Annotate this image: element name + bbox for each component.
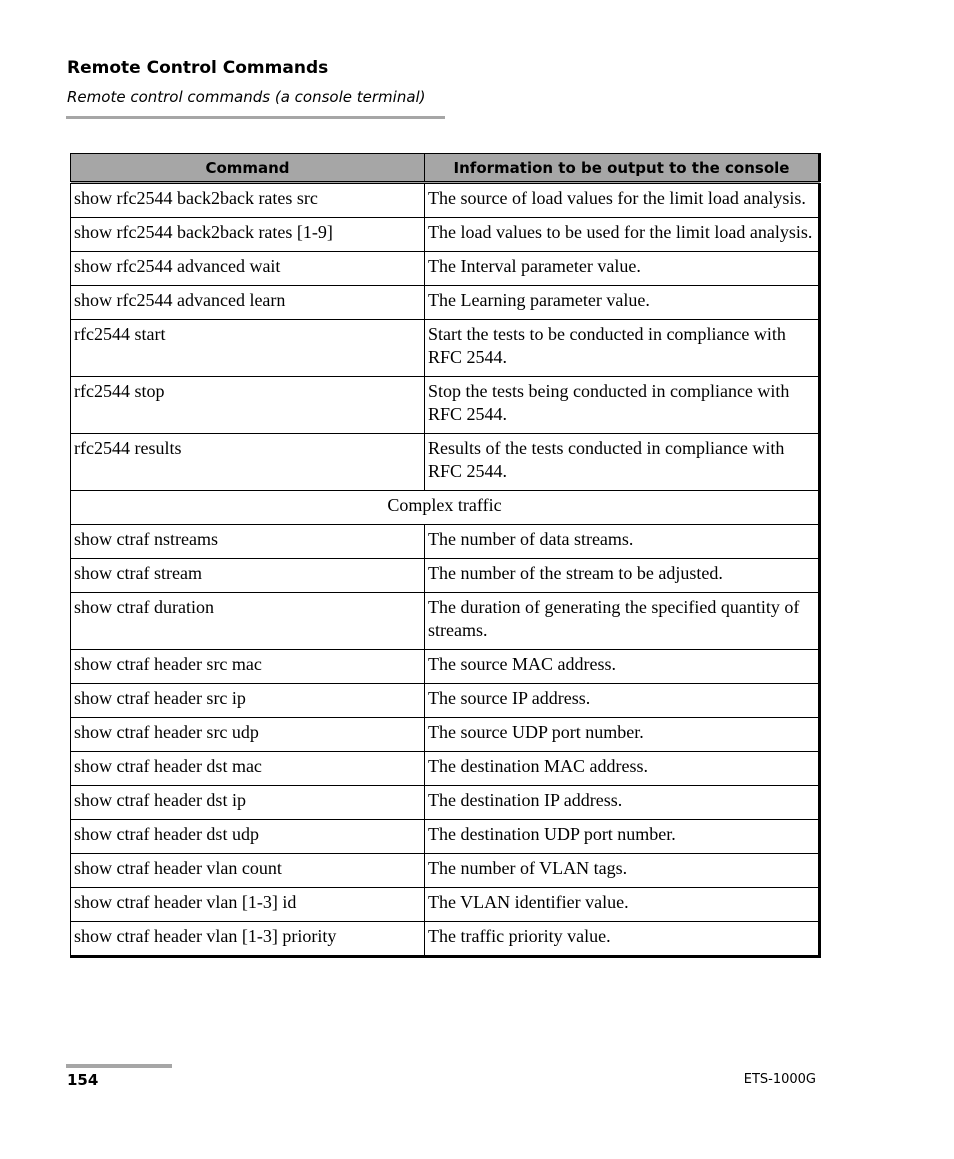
- command-cell: show ctraf header src ip: [71, 684, 425, 718]
- info-cell: The source UDP port number.: [425, 718, 820, 752]
- info-cell: Stop the tests being conducted in compliance with RFC 2544.: [425, 377, 820, 434]
- command-cell: show rfc2544 back2back rates src: [71, 183, 425, 218]
- info-cell: The destination IP address.: [425, 786, 820, 820]
- header-divider: [66, 116, 445, 119]
- table-row: [71, 650, 820, 684]
- page-number: 154: [67, 1071, 99, 1089]
- command-cell: show rfc2544 advanced learn: [71, 286, 425, 320]
- info-cell: The destination MAC address.: [425, 752, 820, 786]
- command-cell: rfc2544 stop: [71, 377, 425, 434]
- section-title: Remote Control Commands: [67, 58, 329, 78]
- table-row: [71, 684, 820, 718]
- table-row: [71, 820, 820, 854]
- info-cell: The VLAN identifier value.: [425, 888, 820, 922]
- command-cell: show ctraf header src mac: [71, 650, 425, 684]
- info-cell: The load values to be used for the limit load analysis.: [425, 218, 820, 252]
- command-cell: show ctraf header dst mac: [71, 752, 425, 786]
- footer-divider: [66, 1064, 172, 1068]
- command-cell: show ctraf header vlan [1-3] priority: [71, 922, 425, 957]
- table-row: [71, 786, 820, 820]
- command-cell: show ctraf nstreams: [71, 525, 425, 559]
- info-cell: The duration of generating the specified quantity of streams.: [425, 593, 820, 650]
- table-row: [71, 252, 820, 286]
- command-cell: show ctraf header vlan [1-3] id: [71, 888, 425, 922]
- table-row: [71, 922, 820, 957]
- command-cell: show ctraf header src udp: [71, 718, 425, 752]
- command-cell: show ctraf header vlan count: [71, 854, 425, 888]
- table-row: [71, 752, 820, 786]
- info-cell: The source IP address.: [425, 684, 820, 718]
- command-cell: show ctraf stream: [71, 559, 425, 593]
- table-row: [71, 559, 820, 593]
- table-row: [71, 183, 820, 218]
- info-cell: The source MAC address.: [425, 650, 820, 684]
- table-body: [71, 183, 820, 957]
- command-cell: show ctraf duration: [71, 593, 425, 650]
- product-name: ETS-1000G: [743, 1072, 816, 1087]
- info-cell: The destination UDP port number.: [425, 820, 820, 854]
- table-row: [71, 593, 820, 650]
- command-cell: show ctraf header dst ip: [71, 786, 425, 820]
- table-row: [71, 218, 820, 252]
- info-cell: The number of the stream to be adjusted.: [425, 559, 820, 593]
- info-cell: The Learning parameter value.: [425, 286, 820, 320]
- table-row: [71, 718, 820, 752]
- section-subtitle: Remote control commands (a console terminal): [67, 88, 426, 106]
- info-cell: Start the tests to be conducted in compliance with RFC 2544.: [425, 320, 820, 377]
- section-label: Complex traffic: [71, 491, 820, 525]
- info-cell: The number of data streams.: [425, 525, 820, 559]
- table-row: [71, 854, 820, 888]
- table-row: [71, 525, 820, 559]
- table-row: [71, 286, 820, 320]
- column-header-command: Command: [71, 154, 425, 183]
- table-row: [71, 320, 820, 377]
- command-cell: show rfc2544 back2back rates [1-9]: [71, 218, 425, 252]
- command-cell: show ctraf header dst udp: [71, 820, 425, 854]
- info-cell: The traffic priority value.: [425, 922, 820, 957]
- info-cell: The Interval parameter value.: [425, 252, 820, 286]
- table-row: [71, 434, 820, 491]
- table-row: [71, 888, 820, 922]
- info-cell: Results of the tests conducted in compliance with RFC 2544.: [425, 434, 820, 491]
- command-cell: show rfc2544 advanced wait: [71, 252, 425, 286]
- command-table: [70, 153, 821, 958]
- command-cell: rfc2544 results: [71, 434, 425, 491]
- table-row: [71, 377, 820, 434]
- info-cell: The source of load values for the limit load analysis.: [425, 183, 820, 218]
- table-section-row: [71, 491, 820, 525]
- info-cell: The number of VLAN tags.: [425, 854, 820, 888]
- table-header-row: [71, 154, 820, 183]
- command-cell: rfc2544 start: [71, 320, 425, 377]
- column-header-information: Information to be output to the console: [425, 154, 820, 183]
